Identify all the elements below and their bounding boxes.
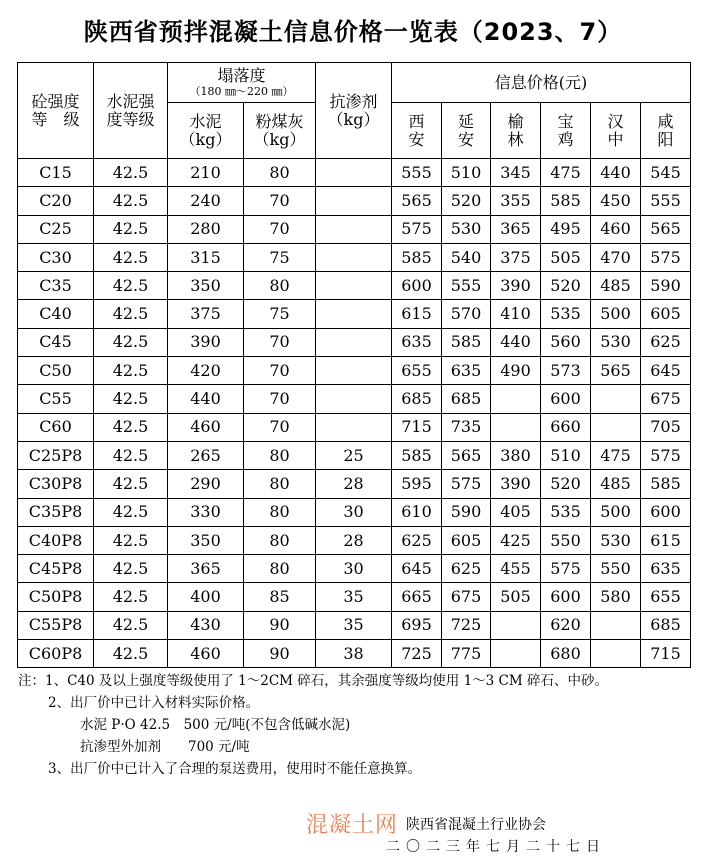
cell-flyash: 90	[244, 611, 316, 639]
cell-price: 695	[392, 611, 442, 639]
cell-price: 500	[591, 498, 641, 526]
cell-cement: 440	[168, 385, 244, 413]
cell-cement-grade: 42.5	[94, 300, 168, 328]
cell-cement: 460	[168, 640, 244, 668]
cell-cement: 210	[168, 159, 244, 187]
table-row	[18, 187, 691, 215]
note-3: 3、出厂价中已计入了合理的泵送费用，使用时不能任意换算。	[48, 761, 422, 777]
cell-price: 425	[491, 526, 541, 554]
cell-price: 535	[541, 300, 591, 328]
cell-price	[491, 611, 541, 639]
cell-price: 575	[541, 555, 591, 583]
cell-grade: C30P8	[18, 470, 94, 498]
cell-price: 485	[591, 470, 641, 498]
cell-cement-grade: 42.5	[94, 583, 168, 611]
cell-grade: C60P8	[18, 640, 94, 668]
cell-price: 565	[641, 215, 691, 243]
cell-price: 550	[541, 526, 591, 554]
cell-price: 410	[491, 300, 541, 328]
cell-price: 530	[591, 526, 641, 554]
cell-price: 560	[541, 328, 591, 356]
header-slump-label: 塌落度	[217, 66, 266, 85]
table-row	[18, 243, 691, 271]
cell-price: 450	[591, 187, 641, 215]
notes	[18, 670, 698, 780]
cell-cement: 330	[168, 498, 244, 526]
cell-price: 405	[491, 498, 541, 526]
cell-flyash: 75	[244, 243, 316, 271]
cell-cement-grade: 42.5	[94, 357, 168, 385]
cell-price: 620	[541, 611, 591, 639]
cell-price	[591, 640, 641, 668]
note-2-cement-price: 水泥 P·O 42.5 500 元/吨(不包含低碱水泥)	[80, 717, 351, 733]
cell-admixture	[316, 159, 392, 187]
cell-price: 575	[392, 215, 442, 243]
cell-price: 510	[541, 441, 591, 469]
cell-price: 365	[491, 215, 541, 243]
cell-price: 390	[491, 470, 541, 498]
cell-cement: 430	[168, 611, 244, 639]
table-row	[18, 413, 691, 441]
cell-cement: 280	[168, 215, 244, 243]
cell-price: 715	[641, 640, 691, 668]
cell-admixture: 28	[316, 526, 392, 554]
cell-flyash: 70	[244, 328, 316, 356]
cell-admixture	[316, 272, 392, 300]
table-row	[18, 583, 691, 611]
cell-price	[591, 413, 641, 441]
header-grade: 砼强度 等 级	[18, 63, 94, 159]
cell-cement-grade: 42.5	[94, 498, 168, 526]
cell-admixture: 35	[316, 583, 392, 611]
header-city-yanan: 延 安	[442, 103, 491, 159]
cell-price: 575	[442, 470, 491, 498]
cell-price: 505	[491, 583, 541, 611]
table-row	[18, 640, 691, 668]
cell-price: 665	[392, 583, 442, 611]
cell-grade: C25	[18, 215, 94, 243]
cell-price: 570	[442, 300, 491, 328]
cell-price: 580	[591, 583, 641, 611]
cell-price: 590	[641, 272, 691, 300]
cell-price: 530	[591, 328, 641, 356]
cell-price: 545	[641, 159, 691, 187]
cell-flyash: 80	[244, 555, 316, 583]
cell-cement-grade: 42.5	[94, 640, 168, 668]
cell-cement: 240	[168, 187, 244, 215]
cell-price: 495	[541, 215, 591, 243]
cell-cement-grade: 42.5	[94, 441, 168, 469]
header-flyash: 粉煤灰 （kg）	[244, 103, 316, 159]
cell-price: 585	[392, 243, 442, 271]
header-city-baoji: 宝 鸡	[541, 103, 591, 159]
cell-price: 375	[491, 243, 541, 271]
cell-grade: C35	[18, 272, 94, 300]
cell-price: 440	[591, 159, 641, 187]
table-row	[18, 611, 691, 639]
cell-flyash: 70	[244, 187, 316, 215]
cell-cement: 350	[168, 526, 244, 554]
cell-price: 555	[392, 159, 442, 187]
header-city-hanzhong: 汉 中	[591, 103, 641, 159]
table-row	[18, 385, 691, 413]
cell-price: 460	[591, 215, 641, 243]
cell-price	[491, 413, 541, 441]
cell-price: 380	[491, 441, 541, 469]
cell-price: 605	[442, 526, 491, 554]
cell-price: 660	[541, 413, 591, 441]
cell-price: 590	[442, 498, 491, 526]
cell-price	[591, 611, 641, 639]
cell-grade: C40	[18, 300, 94, 328]
cell-cement-grade: 42.5	[94, 611, 168, 639]
header-slump-range: （180 ㎜～220 ㎜）	[189, 85, 294, 98]
cell-price: 680	[541, 640, 591, 668]
table-row	[18, 272, 691, 300]
cell-price: 575	[641, 243, 691, 271]
cell-price: 645	[392, 555, 442, 583]
cell-price: 655	[392, 357, 442, 385]
cell-cement-grade: 42.5	[94, 526, 168, 554]
cell-price: 555	[641, 187, 691, 215]
cell-price: 475	[541, 159, 591, 187]
cell-price: 685	[442, 385, 491, 413]
note-2: 2、出厂价中已计入材料实际价格。	[48, 695, 260, 711]
cell-price: 485	[591, 272, 641, 300]
table-row	[18, 441, 691, 469]
cell-price: 610	[392, 498, 442, 526]
cell-price: 635	[392, 328, 442, 356]
cell-flyash: 80	[244, 526, 316, 554]
cell-flyash: 70	[244, 215, 316, 243]
cell-price: 615	[392, 300, 442, 328]
cell-admixture: 25	[316, 441, 392, 469]
cell-flyash: 80	[244, 441, 316, 469]
cell-price: 735	[442, 413, 491, 441]
cell-price: 470	[591, 243, 641, 271]
header-city-xian: 西 安	[392, 103, 442, 159]
issue-date: 二〇二三年七月二十七日	[386, 839, 606, 855]
cell-grade: C50P8	[18, 583, 94, 611]
table-row	[18, 215, 691, 243]
cell-grade: C55P8	[18, 611, 94, 639]
cell-grade: C45P8	[18, 555, 94, 583]
header-cement-grade: 水泥强 度等级	[94, 63, 168, 159]
cell-cement-grade: 42.5	[94, 159, 168, 187]
cell-flyash: 80	[244, 272, 316, 300]
cell-cement: 365	[168, 555, 244, 583]
cell-price: 440	[491, 328, 541, 356]
cell-grade: C40P8	[18, 526, 94, 554]
cell-cement-grade: 42.5	[94, 385, 168, 413]
cell-price: 490	[491, 357, 541, 385]
cell-price: 565	[442, 441, 491, 469]
cell-price: 555	[442, 272, 491, 300]
cell-admixture	[316, 215, 392, 243]
cell-price: 550	[591, 555, 641, 583]
header-city-yulin: 榆 林	[491, 103, 541, 159]
cell-cement-grade: 42.5	[94, 243, 168, 271]
cell-cement: 420	[168, 357, 244, 385]
cell-cement-grade: 42.5	[94, 555, 168, 583]
page-title: 陕西省预拌混凝土信息价格一览表（2023、7）	[83, 18, 623, 46]
table-row	[18, 300, 691, 328]
cell-grade: C60	[18, 413, 94, 441]
association-name: 陕西省混凝土行业协会	[406, 817, 546, 833]
cell-cement: 460	[168, 413, 244, 441]
cell-price: 645	[641, 357, 691, 385]
cell-price: 725	[392, 640, 442, 668]
cell-price: 625	[392, 526, 442, 554]
cell-price: 585	[641, 470, 691, 498]
cell-grade: C55	[18, 385, 94, 413]
cell-grade: C50	[18, 357, 94, 385]
cell-admixture: 30	[316, 555, 392, 583]
cell-cement-grade: 42.5	[94, 328, 168, 356]
cell-price: 600	[541, 385, 591, 413]
cell-price: 540	[442, 243, 491, 271]
cell-admixture: 28	[316, 470, 392, 498]
cell-price: 625	[442, 555, 491, 583]
cell-price: 520	[541, 272, 591, 300]
cell-price: 595	[392, 470, 442, 498]
cell-flyash: 80	[244, 470, 316, 498]
cell-admixture: 30	[316, 498, 392, 526]
cell-admixture	[316, 300, 392, 328]
cell-price	[591, 385, 641, 413]
cell-cement: 390	[168, 328, 244, 356]
cell-cement-grade: 42.5	[94, 470, 168, 498]
table-body	[18, 159, 691, 668]
cell-flyash: 90	[244, 640, 316, 668]
header-admixture: 抗渗剂 （kg）	[316, 63, 392, 159]
table-row	[18, 159, 691, 187]
table-row	[18, 526, 691, 554]
cell-admixture	[316, 328, 392, 356]
cell-price: 605	[641, 300, 691, 328]
note-2-admixture-price: 抗渗型外加剂 700 元/吨	[80, 739, 250, 755]
cell-price: 530	[442, 215, 491, 243]
cell-price: 585	[541, 187, 591, 215]
cell-price: 505	[541, 243, 591, 271]
price-table	[17, 62, 691, 668]
cell-admixture: 35	[316, 611, 392, 639]
cell-price: 675	[442, 583, 491, 611]
cell-price: 585	[392, 441, 442, 469]
cell-price: 685	[392, 385, 442, 413]
cell-price: 705	[641, 413, 691, 441]
cell-price: 475	[591, 441, 641, 469]
cell-admixture: 38	[316, 640, 392, 668]
header-price: 信息价格(元)	[392, 63, 691, 103]
cell-cement-grade: 42.5	[94, 187, 168, 215]
cell-price: 345	[491, 159, 541, 187]
cell-price: 455	[491, 555, 541, 583]
cell-grade: C35P8	[18, 498, 94, 526]
cell-cement: 265	[168, 441, 244, 469]
cell-flyash: 70	[244, 385, 316, 413]
cell-flyash: 70	[244, 413, 316, 441]
cell-cement-grade: 42.5	[94, 215, 168, 243]
cell-price: 390	[491, 272, 541, 300]
cell-cement-grade: 42.5	[94, 272, 168, 300]
cell-admixture	[316, 243, 392, 271]
cell-admixture	[316, 413, 392, 441]
cell-cement: 400	[168, 583, 244, 611]
cell-cement: 375	[168, 300, 244, 328]
cell-price: 685	[641, 611, 691, 639]
cell-cement: 290	[168, 470, 244, 498]
header-slump	[168, 63, 316, 103]
cell-price: 715	[392, 413, 442, 441]
table-row	[18, 328, 691, 356]
cell-price: 615	[641, 526, 691, 554]
cell-flyash: 80	[244, 498, 316, 526]
cell-flyash: 85	[244, 583, 316, 611]
cell-price: 600	[641, 498, 691, 526]
cell-price: 600	[392, 272, 442, 300]
cell-price: 625	[641, 328, 691, 356]
cell-price: 655	[641, 583, 691, 611]
cell-flyash: 75	[244, 300, 316, 328]
cell-price: 535	[541, 498, 591, 526]
cell-grade: C15	[18, 159, 94, 187]
watermark-logo: 混凝土网	[306, 813, 399, 838]
cell-grade: C30	[18, 243, 94, 271]
cell-price: 520	[442, 187, 491, 215]
cell-price: 635	[641, 555, 691, 583]
cell-price: 510	[442, 159, 491, 187]
cell-price: 500	[591, 300, 641, 328]
cell-cement-grade: 42.5	[94, 413, 168, 441]
cell-admixture	[316, 385, 392, 413]
cell-price: 725	[442, 611, 491, 639]
cell-price	[491, 385, 541, 413]
cell-cement: 350	[168, 272, 244, 300]
cell-price: 675	[641, 385, 691, 413]
cell-price: 573	[541, 357, 591, 385]
cell-price: 575	[641, 441, 691, 469]
header-city-xianyang: 咸 阳	[641, 103, 691, 159]
cell-price: 355	[491, 187, 541, 215]
cell-price: 775	[442, 640, 491, 668]
table-row	[18, 470, 691, 498]
table-row	[18, 498, 691, 526]
cell-flyash: 80	[244, 159, 316, 187]
cell-price: 585	[442, 328, 491, 356]
table-row	[18, 357, 691, 385]
cell-grade: C25P8	[18, 441, 94, 469]
header-cement: 水泥 （kg）	[168, 103, 244, 159]
cell-admixture	[316, 357, 392, 385]
cell-grade: C20	[18, 187, 94, 215]
cell-flyash: 70	[244, 357, 316, 385]
cell-price: 520	[541, 470, 591, 498]
table-row	[18, 555, 691, 583]
cell-price: 635	[442, 357, 491, 385]
cell-cement: 315	[168, 243, 244, 271]
cell-price: 565	[392, 187, 442, 215]
cell-admixture	[316, 187, 392, 215]
cell-price	[491, 640, 541, 668]
cell-price: 565	[591, 357, 641, 385]
cell-price: 600	[541, 583, 591, 611]
cell-grade: C45	[18, 328, 94, 356]
note-1: 注：1、C40 及以上强度等级使用了 1～2CM 碎石，其余强度等级均使用 1～3 CM 碎石、中砂。	[18, 673, 609, 689]
